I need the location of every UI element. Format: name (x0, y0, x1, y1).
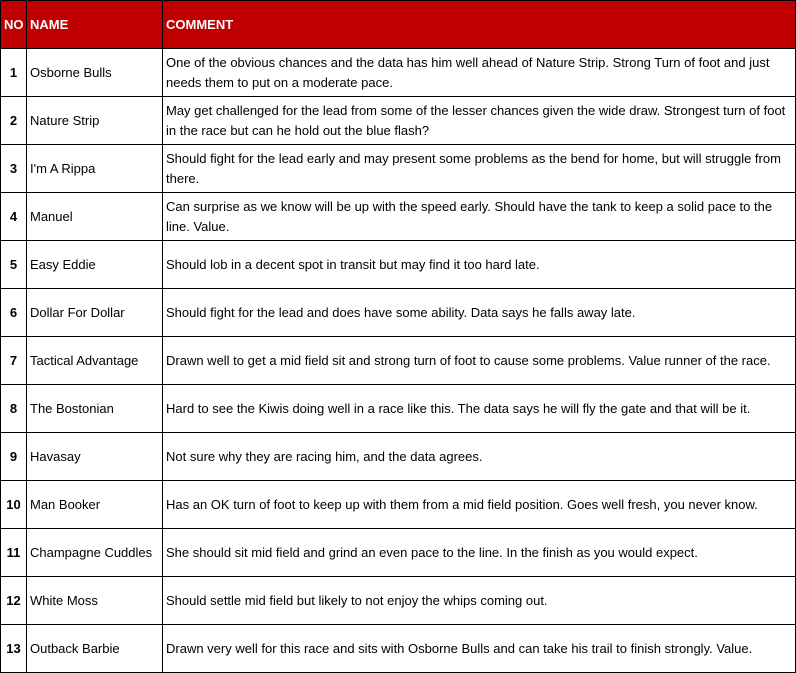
runner-comment: One of the obvious chances and the data has him well ahead of Nature Strip. Strong Turn of foot and just needs them to put on a moderate pace. (163, 49, 796, 97)
table-row (1, 337, 796, 385)
runner-name: Osborne Bulls (27, 49, 163, 97)
runner-name: Dollar For Dollar (27, 289, 163, 337)
table-row (1, 577, 796, 625)
runner-number: 12 (1, 577, 27, 625)
runner-comment: Should settle mid field but likely to not enjoy the whips coming out. (163, 577, 796, 625)
runner-name: Outback Barbie (27, 625, 163, 673)
runner-name: White Moss (27, 577, 163, 625)
runner-number: 13 (1, 625, 27, 673)
runner-name: Tactical Advantage (27, 337, 163, 385)
runner-name: The Bostonian (27, 385, 163, 433)
runner-comment: Hard to see the Kiwis doing well in a race like this. The data says he will fly the gate and that will be it. (163, 385, 796, 433)
runner-comment: Drawn very well for this race and sits with Osborne Bulls and can take his trail to finish strongly. Value. (163, 625, 796, 673)
table-row (1, 625, 796, 673)
header-no: NO (1, 1, 27, 49)
table-row (1, 49, 796, 97)
runner-name: Easy Eddie (27, 241, 163, 289)
runner-number: 2 (1, 97, 27, 145)
table-row (1, 289, 796, 337)
runner-comment: Should fight for the lead early and may present some problems as the bend for home, but will struggle from there. (163, 145, 796, 193)
table-row (1, 145, 796, 193)
table-header (1, 1, 796, 49)
runner-comment: Should lob in a decent spot in transit but may find it too hard late. (163, 241, 796, 289)
runner-number: 9 (1, 433, 27, 481)
runner-comment: Drawn well to get a mid field sit and strong turn of foot to cause some problems. Value runner of the race. (163, 337, 796, 385)
runner-name: Man Booker (27, 481, 163, 529)
runner-number: 7 (1, 337, 27, 385)
header-row (1, 1, 796, 49)
runner-name: Manuel (27, 193, 163, 241)
runner-number: 11 (1, 529, 27, 577)
runner-number: 5 (1, 241, 27, 289)
runner-name: Nature Strip (27, 97, 163, 145)
runner-comment: She should sit mid field and grind an even pace to the line. In the finish as you would expect. (163, 529, 796, 577)
table-row (1, 241, 796, 289)
runner-comment: Should fight for the lead and does have some ability. Data says he falls away late. (163, 289, 796, 337)
table-body (1, 49, 796, 673)
runner-number: 8 (1, 385, 27, 433)
header-comment: COMMENT (163, 1, 796, 49)
table-row (1, 529, 796, 577)
runner-comment: Can surprise as we know will be up with the speed early. Should have the tank to keep a solid pace to the line. Value. (163, 193, 796, 241)
table-row (1, 481, 796, 529)
runner-number: 3 (1, 145, 27, 193)
runner-number: 4 (1, 193, 27, 241)
runner-number: 10 (1, 481, 27, 529)
table-row (1, 433, 796, 481)
runner-name: Havasay (27, 433, 163, 481)
runner-number: 6 (1, 289, 27, 337)
runner-name: I'm A Rippa (27, 145, 163, 193)
runner-number: 1 (1, 49, 27, 97)
runner-name: Champagne Cuddles (27, 529, 163, 577)
runner-comment: Has an OK turn of foot to keep up with them from a mid field position. Goes well fresh, you never know. (163, 481, 796, 529)
header-name: NAME (27, 1, 163, 49)
table-row (1, 97, 796, 145)
table-row (1, 385, 796, 433)
runner-comment: May get challenged for the lead from some of the lesser chances given the wide draw. Strongest turn of foot in the race but can he hold out the blue flash? (163, 97, 796, 145)
runner-comment: Not sure why they are racing him, and the data agrees. (163, 433, 796, 481)
table-row (1, 193, 796, 241)
